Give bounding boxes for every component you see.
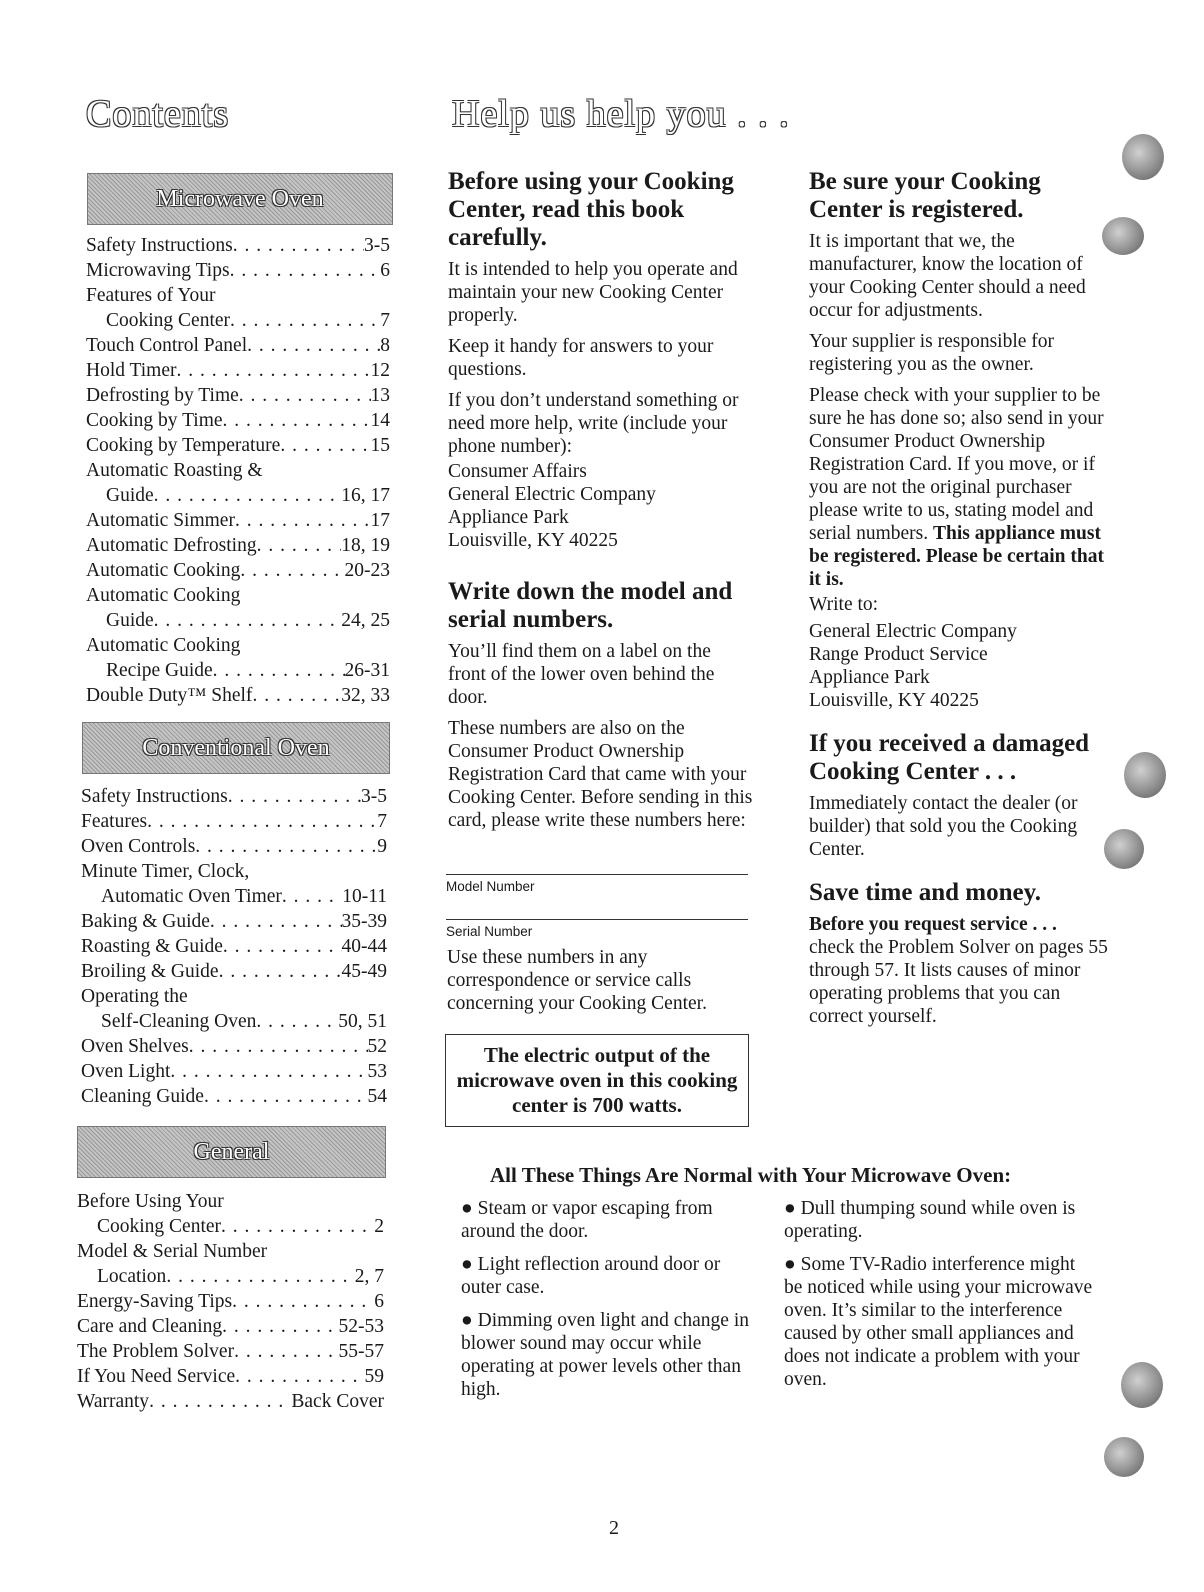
toc-row: Oven Controls . . . 9 <box>81 834 387 859</box>
binder-hole-icon <box>1104 829 1144 869</box>
general-banner <box>77 1126 386 1178</box>
model-serial-heading: Write down the model and serial numbers. <box>448 578 733 633</box>
address-line: Appliance Park <box>448 507 569 528</box>
list-item: ● Some TV-Radio interference might be noticed while using your microwave oven. It’s similar to the interference caused by other small appliances and does not indicate a problem with your oven. <box>784 1254 1093 1390</box>
toc-row: Cooking by Time . . . 14 <box>86 408 390 433</box>
conventional-banner-title: Conventional Oven <box>142 734 330 761</box>
request-service-lead: Before you request service . . . <box>809 914 1057 935</box>
normal-list-right <box>784 1197 1094 1401</box>
paragraph: It is important that we, the manufacturer, know the location of your Cooking Center should a need occur for adjustments. <box>809 231 1086 321</box>
registration-warning: This appliance must be registered. Please be certain that it is. <box>809 523 1104 590</box>
toc-row: Oven Light . . . 53 <box>81 1059 387 1084</box>
toc-row: Cooking Center . . . 7 <box>86 308 390 333</box>
right-column <box>809 168 1119 1036</box>
toc-row: Broiling & Guide . . . 45-49 <box>81 959 387 984</box>
contents-title: Contents <box>86 93 230 135</box>
paragraph: Before you request service . . . check the Problem Solver on pages 55 through 57. It lists causes of minor operating problems that you can correct yourself. <box>809 914 1108 1027</box>
toc-row: Guide . . . 24, 25 <box>86 608 390 633</box>
paragraph: It is intended to help you operate and maintain your new Cooking Center properly. <box>448 259 738 326</box>
toc-row: Model & Serial Number <box>77 1241 268 1262</box>
toc-row: Before Using Your <box>77 1191 224 1212</box>
address-line: Appliance Park <box>809 667 930 688</box>
wattage-notice-box: The electric output of the microwave oven in this cooking center is 700 watts. <box>445 1034 749 1127</box>
toc-row: Safety Instructions . . . 3-5 <box>81 784 387 809</box>
microwave-banner <box>87 173 393 225</box>
toc-row: Safety Instructions . . . 3-5 <box>86 233 390 258</box>
toc-row: Automatic Cooking . . . 20-23 <box>86 558 390 583</box>
model-number-field[interactable]: Model Number <box>446 874 748 894</box>
registered-heading: Be sure your Cooking Center is registered. <box>809 168 1041 223</box>
consumer-affairs-address <box>448 460 753 552</box>
toc-row: Defrosting by Time . . . 13 <box>86 383 390 408</box>
address-line: Consumer Affairs <box>448 461 587 482</box>
toc-row: Features . . . 7 <box>81 809 387 834</box>
toc-row: Warranty . . . Back Cover <box>77 1389 384 1414</box>
toc-row: Cleaning Guide . . . 54 <box>81 1084 387 1109</box>
microwave-banner-title: Microwave Oven <box>156 185 324 212</box>
toc-row: Automatic Cooking <box>86 585 241 606</box>
binder-hole-icon <box>1124 752 1166 798</box>
conventional-toc <box>81 784 387 1109</box>
toc-row: Automatic Cooking <box>86 635 241 656</box>
toc-row: Minute Timer, Clock, <box>81 861 250 882</box>
list-item: ● Dimming oven light and change in blower sound may occur while operating at power levels other than high. <box>461 1310 749 1400</box>
binder-hole-icon <box>1122 134 1164 180</box>
address-line: General Electric Company <box>448 484 656 505</box>
toc-row: Cooking by Temperature . . . 15 <box>86 433 390 458</box>
paragraph: You’ll find them on a label on the front of the lower oven behind the door. <box>448 641 715 708</box>
address-line: Louisville, KY 40225 <box>809 690 979 711</box>
toc-row: The Problem Solver . . . 55-57 <box>77 1339 384 1364</box>
toc-row: Microwaving Tips . . . 6 <box>86 258 390 283</box>
microwave-toc <box>86 233 390 708</box>
toc-row: Oven Shelves . . . 52 <box>81 1034 387 1059</box>
middle-column <box>448 168 753 840</box>
write-to: Write to: <box>809 594 879 615</box>
paragraph: Please check with your supplier to be sure he has done so; also send in your Consumer Product Ownership Registration Card. If you move, or if you are not the original purchaser please write to us, stating model and serial numbers. This appliance must be registered. Please be certain that it is. <box>809 385 1104 590</box>
save-time-heading: Save time and money. <box>809 879 1041 906</box>
service-address <box>809 620 1119 712</box>
paragraph: These numbers are also on the Consumer Product Ownership Registration Card that came with your Cooking Center. Before sending in this card, please write these numbers here: <box>448 718 753 831</box>
toc-row: Self-Cleaning Oven . . . 50, 51 <box>81 1009 387 1034</box>
toc-row: Automatic Simmer . . . 17 <box>86 508 390 533</box>
address-line: Range Product Service <box>809 644 988 665</box>
binder-hole-icon <box>1104 1437 1144 1477</box>
serial-number-field[interactable]: Serial Number <box>446 919 748 939</box>
normal-list-left <box>461 1197 761 1411</box>
general-banner-title: General <box>193 1138 270 1165</box>
toc-row: Location . . . 2, 7 <box>77 1264 384 1289</box>
general-toc <box>77 1189 384 1414</box>
normal-things-title: All These Things Are Normal with Your Microwave Oven: <box>490 1163 1012 1187</box>
list-item: ● Light reflection around door or outer case. <box>461 1254 721 1298</box>
toc-row: Energy-Saving Tips . . . 6 <box>77 1289 384 1314</box>
toc-row: Guide . . . 16, 17 <box>86 483 390 508</box>
help-title: Help us help you . . . <box>452 93 790 135</box>
toc-row: Touch Control Panel . . . 8 <box>86 333 390 358</box>
list-item: ● Steam or vapor escaping from around the door. <box>461 1198 713 1242</box>
toc-row: Cooking Center . . . 2 <box>77 1214 384 1239</box>
toc-row: Recipe Guide . . . 26-31 <box>86 658 390 683</box>
address-line: General Electric Company <box>809 621 1017 642</box>
toc-row: Baking & Guide . . . 35-39 <box>81 909 387 934</box>
conventional-banner <box>82 722 390 774</box>
binder-hole-icon <box>1121 1362 1163 1408</box>
toc-row: Care and Cleaning . . . 52-53 <box>77 1314 384 1339</box>
toc-row: Hold Timer . . . 12 <box>86 358 390 383</box>
paragraph: Your supplier is responsible for registering you as the owner. <box>809 331 1055 375</box>
toc-row: If You Need Service . . . 59 <box>77 1364 384 1389</box>
read-book-heading: Before using your Cooking Center, read this book carefully. <box>448 168 734 251</box>
page-number: 2 <box>609 1517 619 1539</box>
list-item: ● Dull thumping sound while oven is operating. <box>784 1198 1076 1242</box>
toc-row: Double Duty™ Shelf . . . 32, 33 <box>86 683 390 708</box>
toc-row: Features of Your <box>86 285 216 306</box>
paragraph: Immediately contact the dealer (or builder) that sold you the Cooking Center. <box>809 793 1078 860</box>
damaged-heading: If you received a damaged Cooking Center . . . <box>809 730 1090 785</box>
toc-row: Automatic Defrosting . . . 18, 19 <box>86 533 390 558</box>
toc-row: Operating the <box>81 986 188 1007</box>
toc-row: Roasting & Guide . . . 40-44 <box>81 934 387 959</box>
address-line: Louisville, KY 40225 <box>448 530 618 551</box>
paragraph: Use these numbers in any correspondence or service calls concerning your Cooking Center. <box>447 947 707 1014</box>
toc-row: Automatic Roasting & <box>86 460 263 481</box>
paragraph: Keep it handy for answers to your questions. <box>448 336 714 380</box>
toc-row: Automatic Oven Timer . . . 10-11 <box>81 884 387 909</box>
binder-hole-icon <box>1102 217 1144 255</box>
paragraph: If you don’t understand something or need more help, write (include your phone number): <box>448 390 739 457</box>
